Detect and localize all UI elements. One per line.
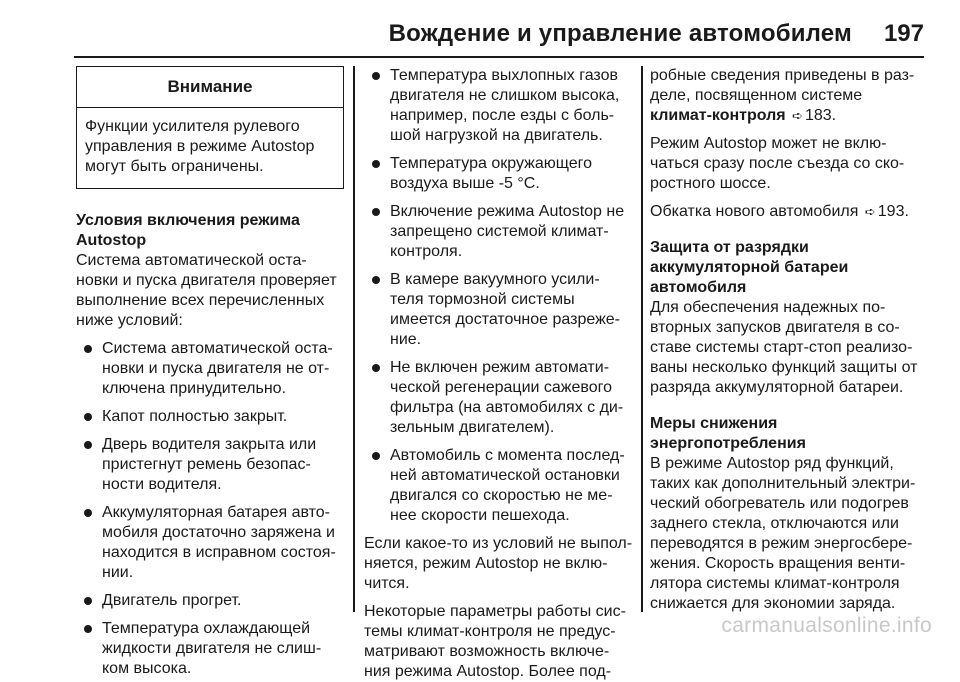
text-line: Не включен режим автомати- [390, 359, 610, 376]
text-line: двигался со скоростью не ме- [390, 487, 613, 504]
text-line: В режиме Autostop ряд функций, [650, 455, 894, 472]
text-line: ние. [390, 331, 422, 348]
paragraph-energy-saving [650, 454, 926, 614]
text-line: ком высока. [102, 660, 192, 677]
text-line: Некоторые параметры работы сис- [364, 603, 626, 620]
text-line: чаться сразу после съезда со ско- [650, 155, 905, 172]
list-item [76, 619, 344, 679]
section-heading-autostop-conditions [76, 211, 344, 251]
text-line: фильтра (на автомобилях с ди- [390, 399, 624, 416]
text-line: имеется достаточное разреже- [390, 311, 620, 328]
text-line: ческий обогреватель или подогрев [650, 495, 909, 512]
text-line: Если какое-то из условий не выпол- [364, 535, 633, 552]
text-line: Капот полностью закрыт. [102, 408, 288, 425]
text-line [650, 106, 926, 126]
text-line: контроля. [390, 243, 463, 260]
text-line: пристегнут ремень безопас- [102, 456, 311, 473]
text-line: новки и пуска двигателя проверяет [76, 272, 337, 289]
bullet-icon [84, 597, 92, 605]
bullet-icon [372, 72, 380, 80]
text-line: Система автоматической оста- [76, 252, 307, 269]
text-line: ней автоматической остановки [390, 467, 620, 484]
paragraph-battery-protection [650, 298, 926, 398]
text-line: Функции усилителя рулевого [85, 118, 300, 135]
notice-box [76, 66, 344, 189]
section-heading-energy-saving [650, 414, 926, 454]
list-item [76, 435, 344, 495]
watermark: carmanualsonline.info [721, 614, 932, 637]
text-line: Условия включения режима [76, 212, 300, 229]
text-line: Защита от разрядки [650, 239, 809, 256]
reference-link-climate-control[interactable]: климат-контроля [650, 107, 786, 124]
text-line: аккумуляторной батареи [650, 259, 849, 276]
section-heading-battery-protection [650, 238, 926, 298]
text-line: разряда аккумуляторной батареи. [650, 379, 904, 396]
text-line: матривают возможность включе- [364, 643, 610, 660]
list-item [364, 270, 634, 350]
text-line: автомобиля [650, 279, 747, 296]
column-2 [364, 62, 634, 682]
bullet-icon [372, 364, 380, 372]
reference-page[interactable]: 183. [804, 107, 837, 124]
text-line: запрещено системой климат- [390, 223, 609, 240]
text-line: Автомобиль с момента послед- [390, 447, 625, 464]
text-line: темы климат-контроля не предус- [364, 623, 616, 640]
text-line: Двигатель прогрет. [102, 592, 242, 609]
list-item [364, 202, 634, 262]
text-line: Температура охлаждающей [102, 620, 311, 637]
text-line: жения. Скорость вращения венти- [650, 555, 906, 572]
reference-page[interactable]: 193. [877, 203, 909, 220]
text-line: управления в режиме Autostop [85, 138, 315, 155]
intro-paragraph [76, 251, 344, 331]
notice-title: Внимание [77, 67, 343, 108]
text-line: Включение режима Autostop не [390, 203, 625, 220]
text-line: Меры снижения [650, 415, 778, 432]
text-line: чится. [364, 575, 410, 592]
text-line: Система автоматической оста- [102, 340, 333, 357]
column-1 [76, 62, 344, 679]
list-item [76, 339, 344, 399]
list-item [364, 446, 634, 526]
text-line: двигателя не слишком высока, [390, 87, 620, 104]
bullet-icon [84, 413, 92, 421]
text-line: лятора системы климат-контроля [650, 575, 900, 592]
notice-text [77, 108, 343, 188]
paragraph-continued [650, 66, 926, 126]
text-line: новки и пуска двигателя не от- [102, 360, 330, 377]
text-line: ния режима Autostop. Более под- [364, 663, 612, 680]
conditions-list-continued [364, 66, 634, 526]
text-line: переводятся в режим энергосбере- [650, 535, 913, 552]
text-line: Температура выхлопных газов [390, 67, 618, 84]
list-item [364, 154, 634, 194]
list-item [76, 407, 344, 427]
text-line: ниже условий: [76, 312, 183, 329]
text-line: Аккумуляторная батарея авто- [102, 504, 331, 521]
text-line: ростного шоссе. [650, 175, 771, 192]
bullet-icon [372, 208, 380, 216]
text-line: няется, режим Autostop не вклю- [364, 555, 608, 572]
page-number: 197 [883, 20, 924, 47]
text-line: жидкости двигателя не слиш- [102, 640, 322, 657]
paragraph-climate-control [364, 602, 634, 682]
list-item [76, 503, 344, 583]
text-line: заднего стекла, отключаются или [650, 515, 899, 532]
text-line: ности водителя. [102, 476, 222, 493]
bullet-icon [372, 452, 380, 460]
text-line: воздуха выше -5 °C. [390, 175, 540, 192]
conditions-list [76, 339, 344, 679]
text-line: мобиля достаточно заряжена и [102, 524, 335, 541]
page-reference-arrow-icon: ➪ [792, 108, 803, 123]
text-line: выполнение всех перечисленных [76, 292, 325, 309]
paragraph-conditions-not-met [364, 534, 634, 594]
paragraph-break-in [650, 202, 926, 222]
column-3 [650, 62, 926, 614]
text-line: снижается для экономии заряда. [650, 595, 896, 612]
page-title: Вождение и управление автомобилем [388, 20, 852, 47]
text-line: находится в исправном состоя- [102, 544, 336, 561]
paragraph-restart [650, 134, 926, 194]
text-line: нии. [102, 564, 134, 581]
page-header [0, 0, 960, 58]
text-line: Дверь водителя закрыта или [102, 436, 317, 453]
header-rule [74, 56, 924, 58]
text-line: теля тормозной системы [390, 291, 575, 308]
page-reference-arrow-icon: ➪ [864, 204, 876, 219]
column-divider-1 [353, 66, 355, 612]
bullet-icon [84, 625, 92, 633]
text-line: Температура окружающего [390, 155, 593, 172]
bullet-icon [84, 441, 92, 449]
text-line: нее скорости пешехода. [390, 507, 570, 524]
text-line: деле, посвященном системе [650, 87, 863, 104]
text-line: ваны несколько функций защиты от [650, 359, 918, 376]
text-line: ческой регенерации сажевого [390, 379, 612, 396]
list-item [364, 66, 634, 146]
list-item [76, 591, 344, 611]
text-line: энергопотребления [650, 435, 806, 452]
text-line: вторных запусков двигателя в со- [650, 319, 900, 336]
text-line: ключена принудительно. [102, 380, 287, 397]
text-line: шой нагрузкой на двигатель. [390, 127, 603, 144]
bullet-icon [372, 160, 380, 168]
column-divider-2 [641, 66, 643, 612]
text-line: робные сведения приведены в раз- [650, 67, 915, 84]
bullet-icon [84, 509, 92, 517]
text-line: например, после езды с боль- [390, 107, 615, 124]
text-line: таких как дополнительный электри- [650, 475, 916, 492]
text-line: В камере вакуумного усили- [390, 271, 600, 288]
text-line: Autostop [76, 232, 147, 249]
text-line: зельным двигателем). [390, 419, 555, 436]
bullet-icon [84, 345, 92, 353]
text-line: Для обеспечения надежных по- [650, 299, 886, 316]
list-item [364, 358, 634, 438]
text-line: могут быть ограничены. [85, 158, 264, 175]
text-line: Режим Autostop может не вклю- [650, 135, 887, 152]
bullet-icon [372, 276, 380, 284]
reference-link-break-in[interactable]: Обкатка нового автомобиля [650, 203, 859, 220]
text-line: ставе системы старт-стоп реализо- [650, 339, 913, 356]
